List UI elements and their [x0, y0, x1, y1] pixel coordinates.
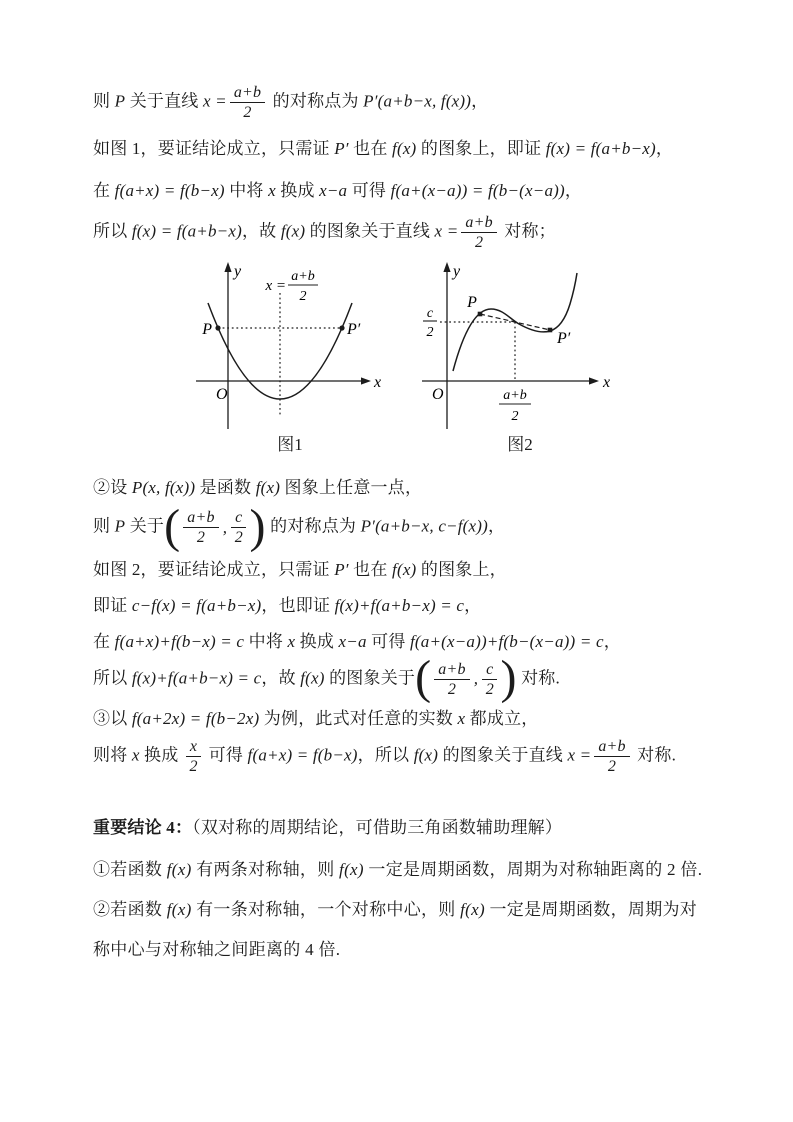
fig2-x-frac-den: 2 [511, 409, 519, 425]
text-run: 则 [93, 91, 115, 111]
para-conclusion-center: 所以 f(x)+f(a+b−x) = c，故 f(x) 的图象关于( $\frac{a+b}{2}$ , $\frac{c}{2}$ ) 对称. [93, 651, 560, 705]
math-run: f(x) [339, 859, 364, 879]
para-item3-example [93, 706, 708, 732]
math-run: x [268, 180, 276, 200]
math-run: f(x) [166, 859, 192, 879]
text-run: 中将 [244, 631, 288, 651]
fig2-point-p-dot [478, 312, 483, 317]
math-run: f(x) = f(a+b−x) [131, 221, 242, 241]
fraction-numerator: a+b [230, 84, 265, 103]
text-run: ②设 [93, 478, 132, 498]
text-run: 也在 [348, 138, 393, 158]
fraction-denominator: 2 [475, 233, 484, 251]
figure-2-caption: 图2 [507, 435, 533, 455]
math-run: f(a+(x−a))+f(b−(x−a)) = c [409, 631, 604, 651]
math-run: P [114, 91, 126, 111]
fraction-denominator: 2 [234, 529, 243, 547]
text-run: 的图象关于直线 [305, 221, 435, 241]
bold-text-run: 重要结论 4： [93, 817, 193, 837]
fig1-axis-equation-prefix: x = [265, 278, 286, 295]
para-item3-conclusion [93, 738, 708, 776]
math-run: P [114, 516, 126, 536]
math-run: x = [567, 745, 592, 765]
para-center-reflect-point: 则 P 关于( $\frac{a+b}{2}$ , $\frac{c}{2}$ ) 的对称点为 P′(a+b−x, c−f(x))， [93, 499, 506, 553]
figure-1-caption: 图1 [277, 435, 303, 455]
text-run: 关于直线 [125, 91, 203, 111]
math-run: x = [434, 221, 459, 241]
math-run: c−f(x) = f(a+b−x) [131, 595, 262, 615]
figure-1 [190, 259, 390, 457]
math-run: f(a+2x) = f(b−2x) [131, 709, 260, 729]
fig1-point-p-label: P [202, 321, 212, 339]
math-run: f(a+x)+f(b−x) = c [114, 631, 245, 651]
fig2-x-frac-num: a+b [503, 388, 527, 404]
math-run: x = [202, 91, 227, 111]
text-run: 一定是周期函数，周期为对称中心与对称轴之间距离的 4 倍. [93, 899, 698, 959]
text-run: 中将 [224, 180, 269, 200]
text-run: 如图 1，要证结论成立，只需证 [93, 138, 335, 158]
text-run: ， [564, 180, 583, 200]
text-run: ，故 [241, 221, 281, 241]
text-run: 对称； [499, 221, 556, 241]
text-run: 即证 [93, 595, 132, 615]
figure-2-plot [420, 259, 620, 431]
text-run: 关于 [125, 516, 165, 536]
fig1-point-p-prime-dot [339, 325, 344, 330]
text-run: 有一条对称轴，一个对称中心，则 [191, 899, 461, 919]
math-run: P′(a+b−x, c−f(x)) [360, 516, 488, 536]
fig1-axis-frac-den: 2 [299, 289, 307, 305]
fraction [231, 509, 246, 547]
fraction [482, 661, 497, 699]
fraction [594, 738, 629, 776]
math-run: f(x)+f(a+b−x) = c [334, 595, 465, 615]
fig1-x-arrow-icon [361, 377, 371, 384]
math-run: x−a [338, 631, 367, 651]
para-reflect-point [93, 84, 708, 122]
fig2-y-frac-den: 2 [426, 325, 434, 341]
text-run: ， [488, 516, 506, 536]
fig2-point-p-prime-label: P′ [557, 330, 571, 348]
text-run: 可得 [366, 631, 410, 651]
text-run: 的对称点为 [268, 91, 364, 111]
conclusion-item-2 [93, 890, 708, 970]
text-run: 的图象上，即证 [416, 138, 546, 158]
math-run: P(x, f(x)) [131, 478, 196, 498]
fraction-denominator: 2 [189, 758, 198, 776]
text-run: 可得 [204, 745, 248, 765]
text-run: ①若函数 [93, 859, 167, 879]
para-item2-intro [93, 475, 708, 501]
fraction-denominator: 2 [485, 680, 494, 698]
math-run: x [287, 631, 296, 651]
math-run: f(x) [280, 221, 306, 241]
fig1-y-arrow-icon [224, 262, 231, 272]
math-run: f(x) [392, 559, 417, 579]
math-run: f(a+x) = f(b−x) [247, 745, 358, 765]
math-run: f(x) [460, 899, 485, 919]
text-run: 则将 [93, 745, 132, 765]
text-run: 换成 [295, 631, 339, 651]
math-run: P′ [334, 138, 349, 158]
para-substitute-center [93, 629, 708, 655]
fig1-origin-label: O [216, 386, 228, 404]
para-substitute [93, 178, 708, 204]
text-run: 也在 [348, 559, 393, 579]
text-run: 可得 [347, 180, 391, 200]
text-run: ， [655, 138, 674, 158]
fraction-denominator: 2 [447, 680, 457, 698]
fraction [230, 84, 265, 122]
fraction-numerator: a+b [434, 661, 469, 680]
text-run: 在 [93, 631, 115, 651]
text-block-top [93, 84, 708, 251]
fig2-y-axis-label: y [453, 263, 461, 281]
fig2-origin-label: O [432, 386, 444, 404]
math-run: x [457, 709, 466, 729]
text-run: 的图象关于 [324, 668, 416, 688]
fig2-point-p-prime-dot [548, 328, 553, 333]
fig2-x-axis-label: x [603, 374, 611, 392]
para-figure1-proof [93, 136, 708, 162]
text-run: 换成 [275, 180, 320, 200]
fraction-numerator: c [231, 509, 246, 528]
text-run: 如图 2，要证结论成立，只需证 [93, 559, 335, 579]
figure-2 [420, 259, 620, 457]
text-run: 的图象上， [416, 559, 507, 579]
math-run: f(x)+f(a+b−x) = c [131, 668, 262, 688]
para-prove-center [93, 593, 708, 619]
text-run: 对称. [632, 745, 677, 765]
fraction [461, 214, 496, 252]
text-run: ③以 [93, 709, 132, 729]
math-run: f(a+(x−a)) = f(b−(x−a)) [390, 180, 565, 200]
text-block-bottom [93, 475, 708, 776]
figures-row [190, 259, 708, 457]
fig1-axis-frac-num: a+b [291, 269, 315, 285]
text-run: 所以 [93, 668, 132, 688]
text-run: 为例，此式对任意的实数 [259, 709, 458, 729]
text-run: 都成立， [465, 709, 539, 729]
conclusion-section [93, 814, 708, 970]
text-run: 则 [93, 516, 115, 536]
text-run: 是函数 [195, 478, 256, 498]
fraction-denominator: 2 [196, 529, 206, 547]
text-run: 所以 [93, 221, 132, 241]
text-run: 有两条对称轴，则 [191, 859, 340, 879]
text-run: ，所以 [357, 745, 414, 765]
text-run: 的对称点为 [265, 516, 361, 536]
fraction-numerator: a+b [594, 738, 629, 757]
text-run: 一定是周期函数，周期为对称轴距离的 2 倍. [363, 859, 703, 879]
text-run: ，故 [261, 668, 301, 688]
math-run: f(x) [166, 899, 192, 919]
math-run: x [131, 745, 140, 765]
fraction-denominator: 2 [243, 104, 252, 122]
math-run: f(x) [413, 745, 439, 765]
fraction [186, 738, 201, 776]
fig1-point-p-dot [215, 325, 220, 330]
text-run: ， [471, 91, 489, 111]
text-run: ， [603, 631, 621, 651]
conclusion-heading [93, 814, 708, 842]
fig1-point-p-prime-label: P′ [347, 321, 361, 339]
conclusion-item-1 [93, 850, 708, 890]
text-run: 的图象关于直线 [438, 745, 568, 765]
math-run: f(x) [392, 138, 417, 158]
text-run: （双对称的周期结论，可借助三角函数辅助理解） [192, 817, 563, 837]
math-run: P′ [334, 559, 349, 579]
fraction [434, 661, 469, 699]
comma: , [473, 669, 479, 689]
math-run: f(x) [255, 478, 281, 498]
fig1-y-axis-label: y [234, 263, 242, 281]
math-run: f(a+x) = f(b−x) [114, 180, 225, 200]
text-run: 对称. [516, 668, 560, 688]
para-figure2-proof [93, 557, 708, 583]
math-run: f(x) = f(a+b−x) [545, 138, 656, 158]
fig2-x-arrow-icon [589, 377, 599, 384]
math-run: f(x) [300, 668, 325, 688]
figure-1-plot [190, 259, 390, 431]
fig2-y-arrow-icon [443, 262, 450, 272]
text-run: ， [464, 595, 482, 615]
para-conclusion-axis [93, 214, 708, 252]
fig1-x-axis-label: x [374, 374, 382, 392]
fraction [183, 509, 218, 547]
text-run: 在 [93, 180, 115, 200]
text-run: 换成 [139, 745, 183, 765]
fraction-numerator: c [482, 661, 497, 680]
fraction-numerator: a+b [183, 509, 218, 528]
fraction-denominator: 2 [607, 758, 617, 776]
math-run: P′(a+b−x, f(x)) [363, 91, 472, 111]
fraction-numerator: x [186, 738, 201, 757]
text-run: 图象上任意一点， [280, 478, 423, 498]
comma: , [222, 517, 228, 537]
text-run: ，也即证 [261, 595, 335, 615]
fig2-y-frac-num: c [426, 306, 434, 322]
math-run: x−a [319, 180, 348, 200]
fraction-numerator: a+b [461, 214, 496, 233]
fig2-point-p-label: P [467, 294, 477, 312]
text-run: ②若函数 [93, 899, 167, 919]
